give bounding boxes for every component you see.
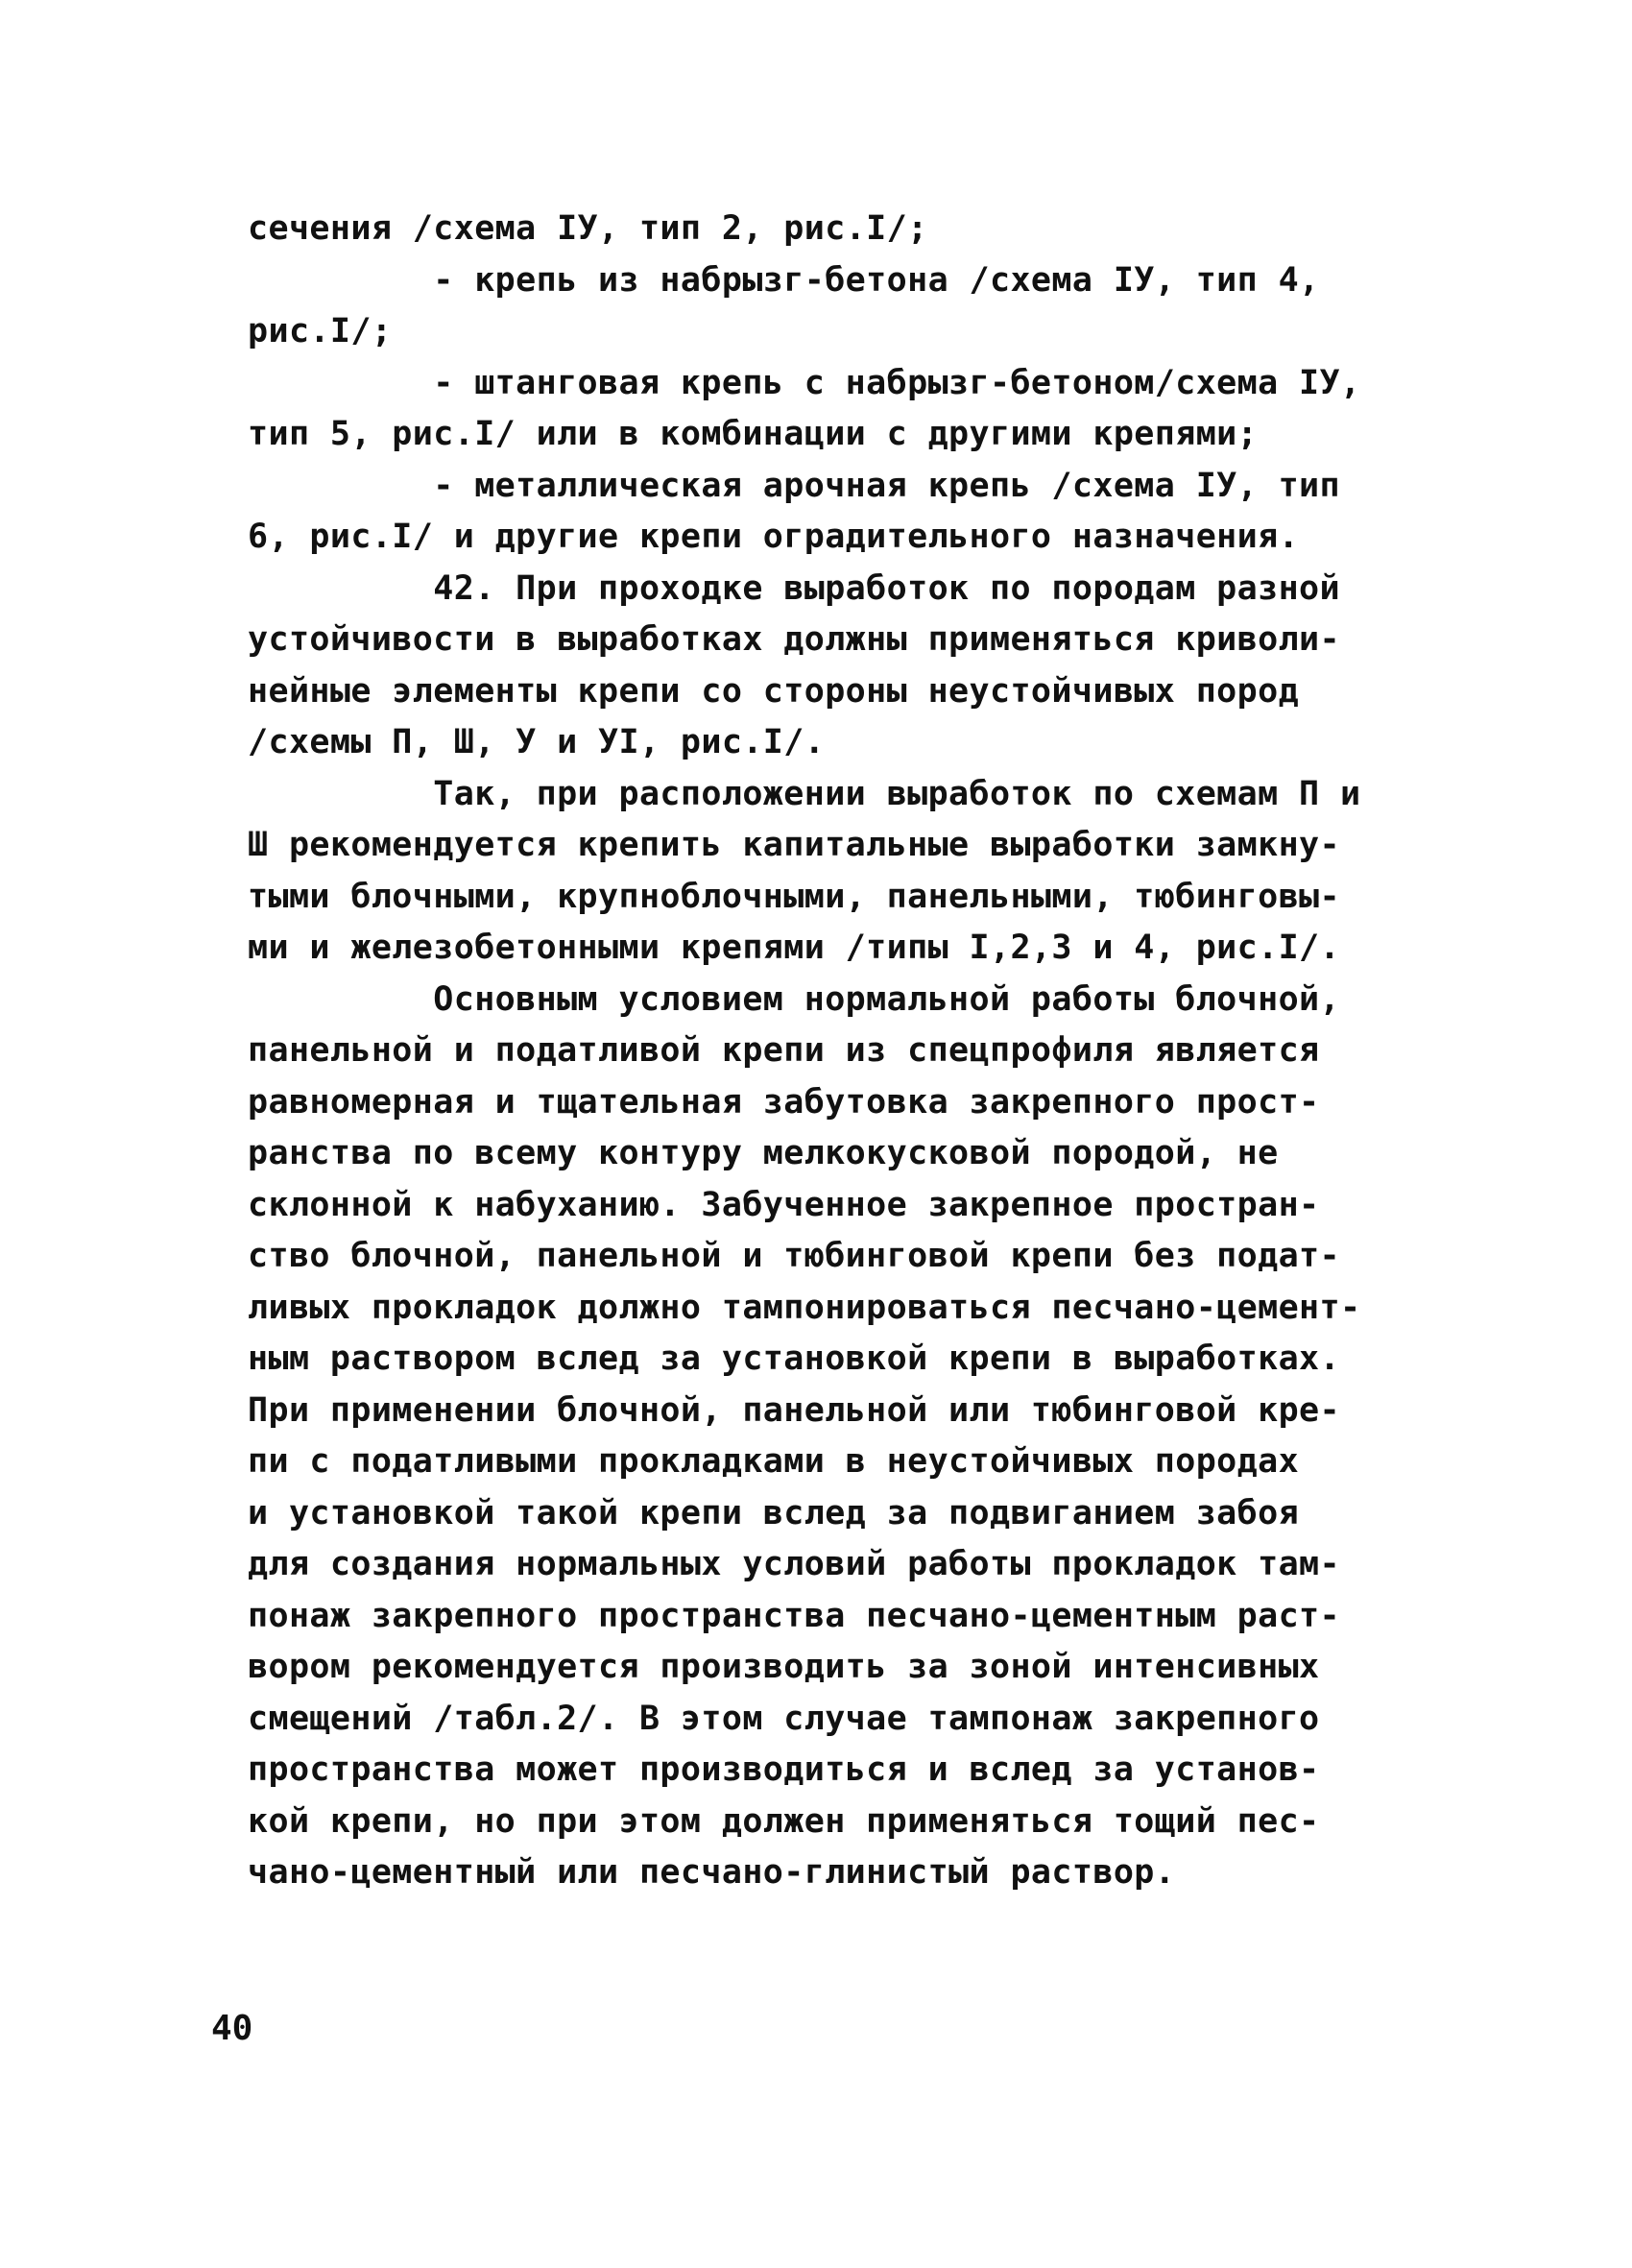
text-line: тип 5, рис.I/ или в комбинации с другими крепями; xyxy=(248,415,1259,453)
text-line: пространства может производиться и вслед за установ- xyxy=(248,1750,1320,1789)
page-number: 40 xyxy=(211,2009,253,2048)
text-line: нейные элементы крепи со стороны неустойчивых пород xyxy=(248,671,1300,711)
text-line: рис.I/; xyxy=(248,312,393,350)
text-line: 42. При проходке выработок по породам разной xyxy=(248,568,1341,608)
text-line: ство блочной, панельной и тюбинговой крепи без подат- xyxy=(248,1237,1341,1275)
text-line: равномерная и тщательная забутовка закрепного прост- xyxy=(248,1082,1320,1122)
text-line: ми и железобетонными крепями /типы I,2,3 и 4, рис.I/. xyxy=(248,929,1341,967)
text-line: сечения /схема IУ, тип 2, рис.I/; xyxy=(248,209,928,248)
text-line: панельной и податливой крепи из спецпрофиля является xyxy=(248,1031,1320,1070)
text-line: При применении блочной, панельной или тюбинговой кре- xyxy=(248,1390,1341,1430)
text-line: - штанговая крепь с набрызг-бетоном/схема IУ, xyxy=(248,363,1361,402)
text-line: ранства по всему контуру мелкокусковой породой, не xyxy=(248,1134,1279,1172)
text-line: 6, рис.I/ и другие крепи оградительного назначения. xyxy=(248,518,1300,556)
text-line: склонной к набуханию. Забученное закрепное простран- xyxy=(248,1185,1320,1224)
text-line: тыми блочными, крупноблочными, панельными, тюбинговы- xyxy=(248,877,1341,916)
text-line: вором рекомендуется производить за зоной интенсивных xyxy=(248,1648,1320,1686)
text-line: Так, при расположении выработок по схемам П и xyxy=(248,774,1361,813)
text-line: Основным условием нормальной работы блочной, xyxy=(248,979,1341,1019)
text-line: чано-цементный или песчано-глинистый раствор. xyxy=(248,1853,1176,1892)
text-line: Ш рекомендуется крепить капитальные выработки замкну- xyxy=(248,826,1341,864)
text-line: ным раствором вслед за установкой крепи в выработках. xyxy=(248,1339,1341,1378)
text-line: понаж закрепного пространства песчано-цементным раст- xyxy=(248,1596,1341,1635)
text-line: - крепь из набрызг-бетона /схема IУ, тип 4, xyxy=(248,260,1320,300)
text-line: /схемы П, Ш, У и УI, рис.I/. xyxy=(248,723,826,761)
text-line: - металлическая арочная крепь /схема IУ, тип xyxy=(248,466,1341,505)
text-line: для создания нормальных условий работы прокладок там- xyxy=(248,1545,1341,1583)
text-line: устойчивости в выработках должны применяться криволи- xyxy=(248,620,1341,659)
text-line: кой крепи, но при этом должен применяться тощий пес- xyxy=(248,1801,1320,1841)
text-line: смещений /табл.2/. В этом случае тампонаж закрепного xyxy=(248,1699,1320,1738)
text-line: ливых прокладок должно тампонироваться песчано-цемент- xyxy=(248,1288,1361,1327)
text-line: и установкой такой крепи вслед за подвиганием забоя xyxy=(248,1493,1300,1532)
text-line: пи с податливыми прокладками в неустойчивых породах xyxy=(248,1442,1300,1481)
document-text xyxy=(248,204,1428,1899)
